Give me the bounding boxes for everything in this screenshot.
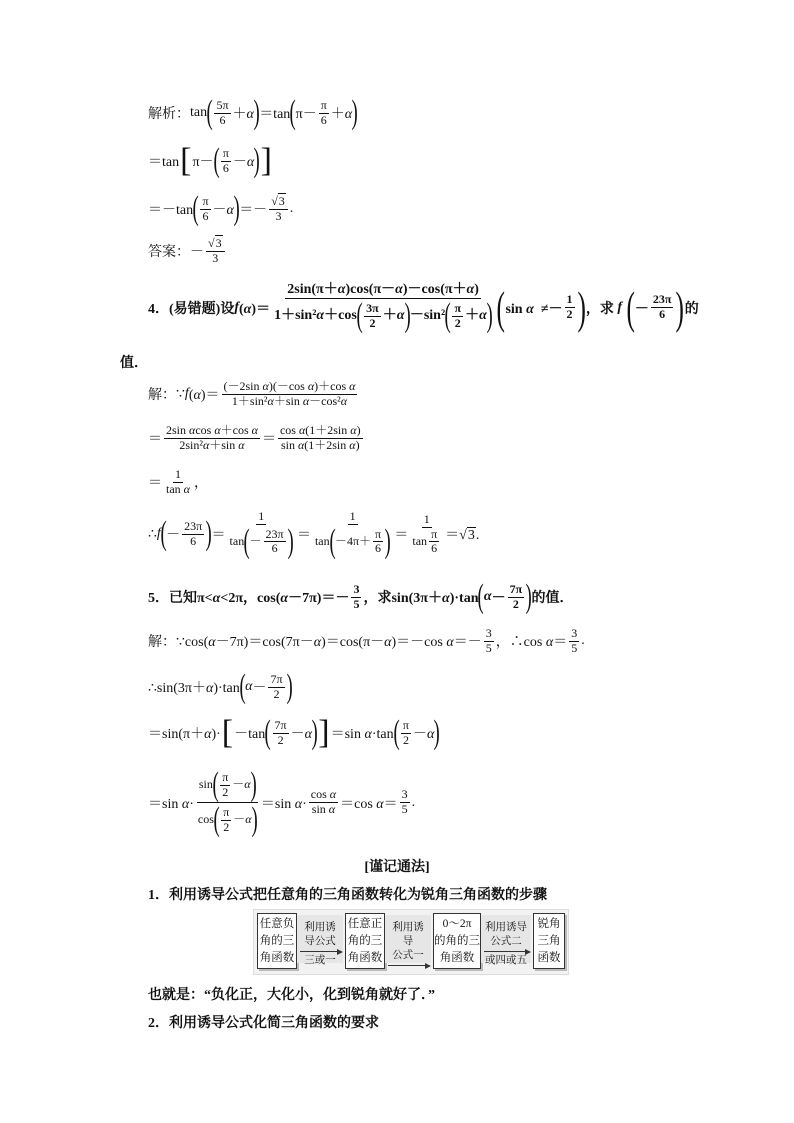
q4-sol-line3: ＝ $\frac{1}{\text{tan α}}$ ， bbox=[148, 467, 208, 496]
solution-label: 解： bbox=[148, 388, 176, 404]
q5-sol-line1: 解： ∵cos(α－7π)＝cos(7π－α)＝cos(π－α)＝－cos α＝－ $\frac{3}{5}$ ，∴cos α＝ $\frac{3}{5}$ . bbox=[148, 626, 585, 655]
q4-tag: (易错题) bbox=[169, 301, 221, 317]
q4-intro: 设 bbox=[220, 301, 235, 317]
flow-box-negative-angle: 任意负 角的三 角函数 bbox=[257, 913, 297, 969]
section-item-1: 1．利用诱导公式把任意角的三角函数转化为锐角三角函数的步骤 bbox=[148, 888, 547, 903]
s3-line1: 解析： tan ( $\frac{5\pi}{6}$ ＋α ) ＝tan ( π－ $\frac{\pi}{6}$ ＋α ) bbox=[148, 94, 358, 131]
q5-prompt: 5． 已知 π<α<2π，cos(α－7π)＝－ $\frac{3}{5}$ ， 求 sin(3π＋α)·tan ( α － $\frac{7\pi}{2}$ ) 的值． bbox=[148, 578, 574, 615]
q4-prompt: 4． (易错题) 设 f (α)＝ 2sin(π＋α)cos(π－α)－cos(π＋α) 1＋sin² α ＋cos ( $\frac{3\pi}{2}$ ＋ α ) －sin² ( $\frac{\pi}{2}$ ＋ α ) ( sin α ≠－ $\frac{1}{2}$ ) ，求 f ( － $\frac{23\pi}{6}$ ) 的 bbox=[148, 281, 699, 335]
solution-label: 解： bbox=[148, 635, 176, 651]
flow-box-acute-angle: 锐角 三角 函数 bbox=[533, 913, 565, 969]
q4-sol-line1: 解： ∵ f (α)＝ $\frac{\text{(－2sin α)(－cos α)＋cos α}}{\text{1＋sin²α＋sin α－cos²α}}$ bbox=[148, 379, 356, 408]
q5-sol-line3: ＝sin(π＋α)· [ －tan ( $\frac{7\pi}{2}$ －α ) ] ＝sin α·tan ( $\frac{\pi}{2}$ －α ) bbox=[148, 714, 441, 751]
q5-prompt-b: 求 bbox=[377, 591, 392, 606]
flow-box-positive-angle: 任意正 角的三 角函数 bbox=[345, 913, 385, 969]
q5-number: 5． bbox=[148, 591, 169, 606]
flow-diagram bbox=[253, 909, 567, 973]
s3-answer: 答案： － $\frac{√3}{3}$ bbox=[148, 237, 227, 266]
q4-sol-line4: ∴ f ( － $\frac{23\pi}{6}$ ) ＝ 1 tan ( － $\frac{23\pi}{6}$ ) ＝ 1 tan ( －4π＋ $\frac{\pi}{6}$ ) ＝ 1 tan $\frac{\pi}{6}$ ＝√3. bbox=[148, 509, 480, 560]
solution-label: 解析： bbox=[148, 107, 190, 122]
flow-arrow-2: 利用诱导 公式一 bbox=[385, 915, 431, 963]
s3-line2: ＝tan [ π－ ( $\frac{\pi}{6}$ －α ) ] bbox=[148, 142, 272, 179]
flow-box-0-2pi-angle: 0～2π 的角的三 角函数 bbox=[433, 913, 481, 969]
section-item-2: 2．利用诱导公式化简三角函数的要求 bbox=[148, 1016, 379, 1031]
section-title: [谨记通法] bbox=[364, 860, 430, 875]
q5-sol-line4: ＝sin α· sin ( $\frac{\pi}{2}$ － α ) cos ( $\frac{\pi}{2}$ － α ) ＝sin α· $\frac{\text{cos α}}{\text{sin α}}$ ＝cos α＝ $\frac{3}{5}$ . bbox=[148, 766, 416, 838]
flow-arrow-1: 利用诱 导公式 三或一 bbox=[297, 915, 343, 963]
section-summary: 也就是：“负化正，大化小，化到锐角就好了．” bbox=[148, 988, 435, 1003]
s3-line3: ＝－tan ( $\frac{\pi}{6}$ －α ) ＝－ $\frac{√3}{3}$ . bbox=[148, 190, 294, 227]
q4-continuation: 值． bbox=[120, 356, 148, 371]
q4-number: 4． bbox=[148, 301, 169, 317]
flow-arrow-3: 利用诱导 公式二 或四或五 bbox=[481, 915, 531, 963]
q4-sol-line2: ＝ $\frac{\text{2sin αcos α＋cos α}}{\text{2sin²α＋sin α}}$ ＝ $\frac{\text{cos α(1＋2sin α)}}{\text{sin α(1＋2sin α)}}$ bbox=[148, 423, 361, 452]
q5-prompt-a: 已知 bbox=[169, 591, 197, 606]
q5-prompt-c: 的值． bbox=[531, 591, 574, 606]
q5-sol-line2: ∴sin(3π＋α)·tan ( α － $\frac{7\pi}{2}$ ) bbox=[148, 668, 293, 705]
answer-label: 答案： bbox=[148, 245, 190, 261]
